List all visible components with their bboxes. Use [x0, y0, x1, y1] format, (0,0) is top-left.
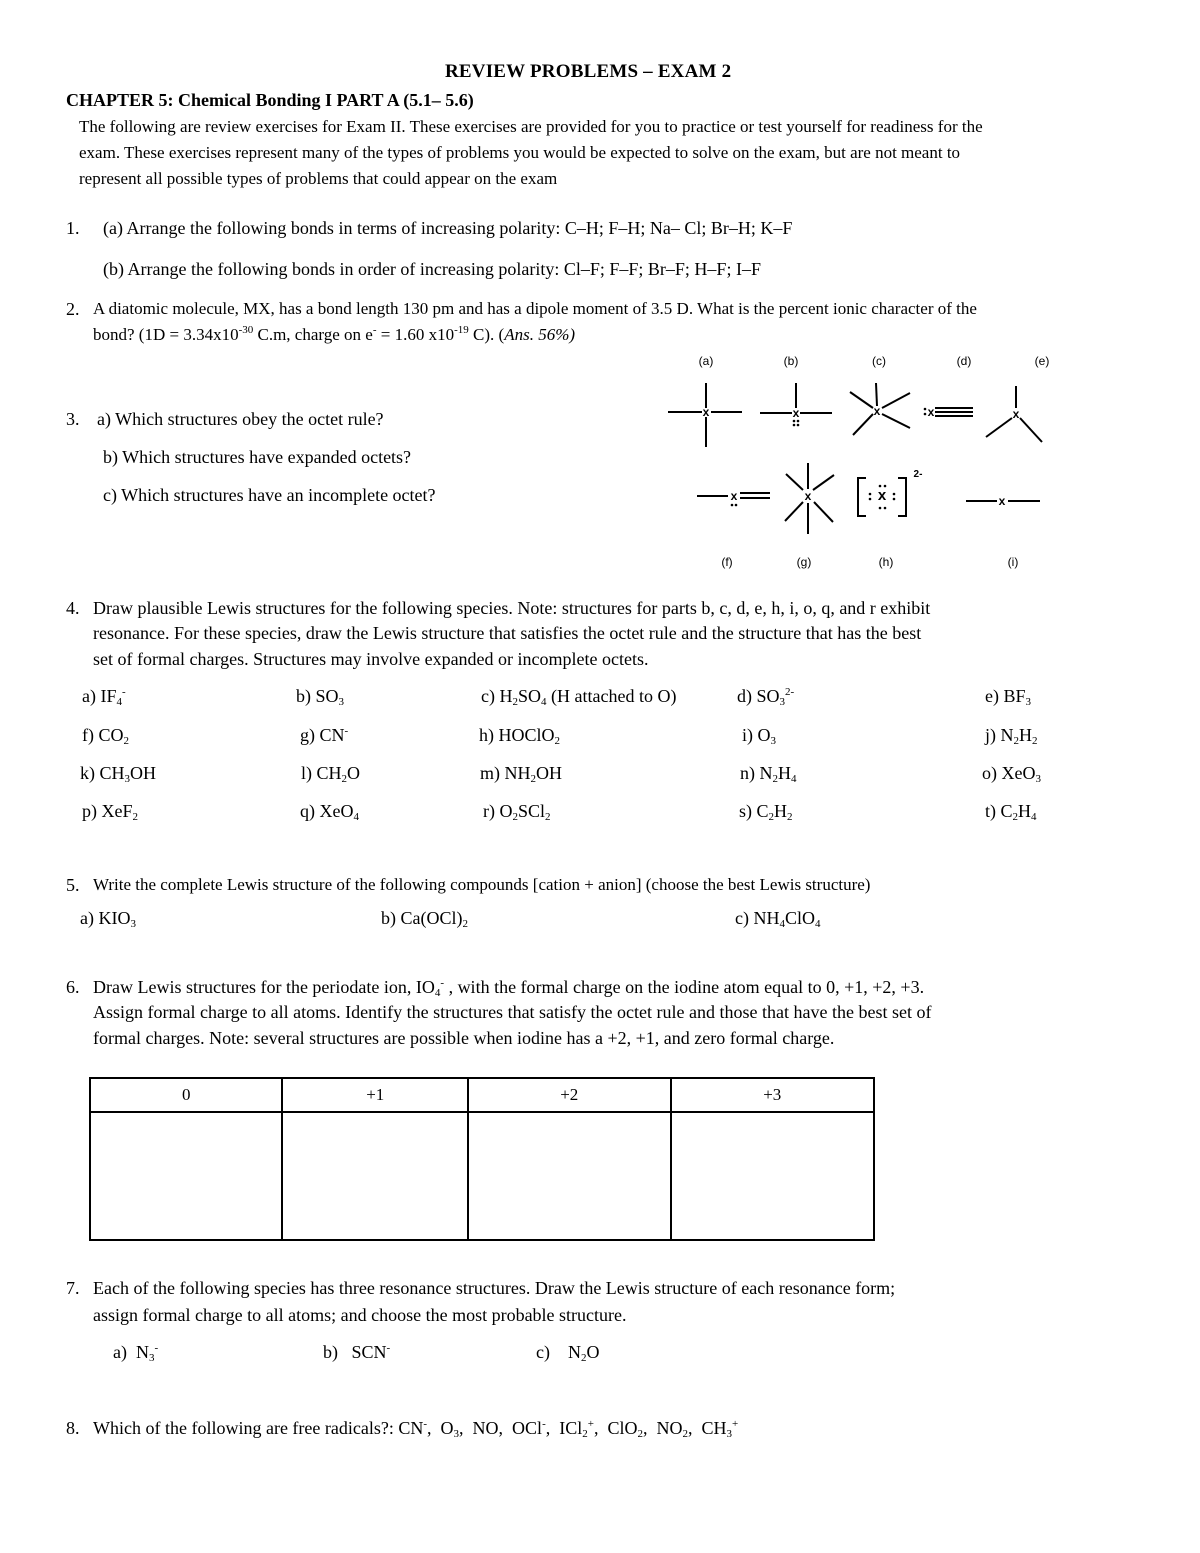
q1-part-a: (a) Arrange the following bonds in terms of increasing polarity: C–H; F–H; Na– Cl; Br–H; K–F [103, 218, 793, 238]
q4-species-n: n) $N_2H_4$ [740, 763, 797, 785]
q4-species-m: m) $NH_2OH$ [480, 763, 562, 785]
q3-number: 3. [66, 409, 80, 429]
q2-number: 2. [66, 299, 80, 319]
q5-compound-c: c) $NH_4ClO_4$ [735, 908, 821, 930]
atom-d: x [927, 405, 935, 419]
atom-e: x [1012, 407, 1020, 421]
q4-species-p: p) XeF$_2$ [82, 801, 138, 823]
intro-line-3: represent all possible types of problems that could appear on the exam [79, 169, 558, 188]
lewis-structures-diagram [0, 0, 1200, 600]
q4-line-1: Draw plausible Lewis structures for the following species. Note: structures for parts b, c, d, e, h, i, o, q, and r exhibit [93, 598, 931, 618]
q4-species-c: c) $H_2SO_4$ (H attached to O) [481, 686, 677, 708]
q4-species-t: t) $C_2H_4$ [985, 801, 1037, 823]
table-cell [282, 1112, 468, 1240]
q4-species-q: q) XeO$_4$ [300, 801, 359, 823]
label-i: (i) [1007, 555, 1019, 569]
table-cell [468, 1112, 670, 1240]
q4-number: 4. [66, 598, 80, 618]
atom-f: x [730, 489, 738, 503]
q6-line-2: Assign formal charge to all atoms. Identify the structures that satisfy the octet rule and those that have the best set of [93, 1002, 932, 1022]
label-f: (f) [721, 555, 733, 569]
q7-species-c: c) $N_2O$ [536, 1342, 600, 1364]
q4-species-h: h) HOClO$_2$ [479, 725, 560, 747]
q4-species-a: a) $IF_4^-$ [82, 686, 126, 708]
q7-number: 7. [66, 1278, 80, 1298]
q4-species-f: f) $CO_2$ [82, 725, 129, 747]
q4-species-g: g) CN- [300, 725, 349, 745]
atom-a: x [702, 405, 710, 419]
atom-b: x [792, 406, 800, 420]
intro-line-2: exam. These exercises represent many of the types of problems you would be expected to solve on the exam, but are not meant to [79, 143, 961, 162]
table-cell [671, 1112, 875, 1240]
chapter-heading: CHAPTER 5: Chemical Bonding I PART A (5.1– 5.6) [66, 90, 474, 110]
table-cell [90, 1112, 282, 1240]
table-header: +3 [671, 1078, 875, 1112]
table-header: +2 [468, 1078, 670, 1112]
label-a: (a) [698, 354, 714, 368]
q4-species-o: o) XeO$_3$ [982, 763, 1041, 785]
q7-species-a: a) $N_3^-$ [113, 1342, 159, 1364]
q4-species-j: j) $N_2H_2$ [985, 725, 1038, 747]
charge-h: 2- [913, 469, 923, 480]
q8-number: 8. [66, 1418, 80, 1438]
q7-line-1: Each of the following species has three resonance structures. Draw the Lewis structure of each resonance form; [93, 1278, 896, 1298]
q4-species-i: i) $O_3$ [742, 725, 776, 747]
q4-species-r: r) $O_2SCl_2$ [483, 801, 551, 823]
q3-part-b: b) Which structures have expanded octets? [103, 447, 412, 467]
q3-part-c: c) Which structures have an incomplete octet? [103, 485, 436, 505]
q8-line: Which of the following are free radicals?: CN-, $O_3$, NO, OCl-, ICl$_2$+, ClO$_2$, $NO_2$, $CH_3^+$ [93, 1418, 739, 1440]
q7-line-2: assign formal charge to all atoms; and choose the most probable structure. [93, 1305, 627, 1325]
atom-i: x [998, 494, 1006, 508]
label-e: (e) [1034, 354, 1050, 368]
q7-species-b: b) SCN- [323, 1342, 391, 1362]
q6-line-1: Draw Lewis structures for the periodate ion, $IO_4^-$ , with the formal charge on the iodine atom equal to 0, +1, +2, +3. [93, 977, 925, 999]
label-c: (c) [872, 354, 886, 368]
label-b: (b) [783, 354, 799, 368]
q2-answer: Ans. 56%) [504, 325, 576, 344]
q5-number: 5. [66, 875, 80, 895]
atom-h: x [877, 487, 887, 504]
q4-species-s: s) $C_2H_2$ [739, 801, 793, 823]
label-g: (g) [796, 555, 812, 569]
q1-part-b: (b) Arrange the following bonds in order of increasing polarity: Cl–F; F–F; Br–F; H–F; I–F [103, 259, 761, 279]
label-d: (d) [956, 354, 972, 368]
q5-compound-b: b) $Ca(OCl)_2$ [381, 908, 468, 930]
q4-line-3: set of formal charges. Structures may involve expanded or incomplete octets. [93, 649, 649, 669]
lone-pair-dots [731, 408, 927, 510]
page-title: REVIEW PROBLEMS – EXAM 2 [445, 61, 732, 82]
formal-charge-table [89, 1077, 875, 1241]
q4-species-d: d) $SO_3^{2-}$ [737, 686, 795, 708]
table-header: 0 [90, 1078, 282, 1112]
q4-species-k: k) $CH_3OH$ [80, 763, 156, 785]
table-header: +1 [282, 1078, 468, 1112]
q1-number: 1. [66, 218, 80, 238]
q2-line-1: A diatomic molecule, MX, has a bond length 130 pm and has a dipole moment of 3.5 D. What is the percent ionic character of the [93, 299, 977, 318]
q4-line-2: resonance. For these species, draw the Lewis structure that satisfies the octet rule and the structure that has the best [93, 623, 922, 643]
label-h: (h) [878, 555, 894, 569]
q5-line: Write the complete Lewis structure of the following compounds [cation + anion] (choose the best Lewis structure) [93, 875, 871, 894]
q4-species-b: b) $SO_3$ [296, 686, 345, 708]
atom-c: x [873, 404, 881, 418]
q5-compound-a: a) $KIO_3$ [80, 908, 136, 930]
q6-line-3: formal charges. Note: several structures are possible when iodine has a +2, +1, and zero formal charge. [93, 1028, 835, 1048]
atom-g: x [804, 489, 812, 503]
q3-part-a: a) Which structures obey the octet rule? [97, 409, 384, 429]
structure-d [935, 408, 973, 416]
q2-line-2: bond? ($1D = 3.34x10^{-30}$ C.m, charge on e- = 1.60 $x10^{-19}$ C). (Ans. 56%) [93, 324, 576, 344]
q6-number: 6. [66, 977, 80, 997]
intro-line-1: The following are review exercises for Exam II. These exercises are provided for you to practice or test yourself for readiness for the [79, 117, 983, 136]
q4-species-e: e) $BF_3$ [985, 686, 1031, 708]
q4-species-l: l) $CH_2O$ [301, 763, 360, 785]
